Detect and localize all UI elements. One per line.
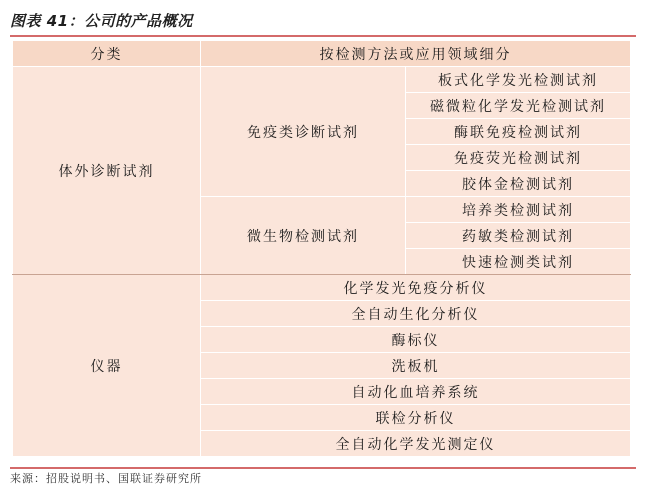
- figure-title: 图表 41：公司的产品概况: [10, 12, 193, 30]
- table-row: [13, 275, 631, 301]
- group-instruments: 仪器: [13, 275, 201, 457]
- group-reagents: 体外诊断试剂: [13, 67, 201, 275]
- table-row: [13, 67, 631, 93]
- title-rule: [10, 35, 636, 37]
- header-row: [13, 41, 631, 67]
- table-cell: 酶标仪: [201, 327, 631, 353]
- table-cell: 药敏类检测试剂: [406, 223, 631, 249]
- subgroup-micro: 微生物检测试剂: [201, 197, 406, 275]
- header-detail: 按检测方法或应用领域细分: [201, 41, 631, 67]
- source-note: 来源：招股说明书、国联证券研究所: [10, 472, 202, 485]
- bottom-rule: [10, 467, 636, 469]
- table-cell: 胶体金检测试剂: [406, 171, 631, 197]
- table-cell: 联检分析仪: [201, 405, 631, 431]
- product-table: [12, 40, 631, 457]
- table-cell: 板式化学发光检测试剂: [406, 67, 631, 93]
- table-cell: 磁微粒化学发光检测试剂: [406, 93, 631, 119]
- header-category: 分类: [13, 41, 201, 67]
- table-cell: 全自动化学发光测定仪: [201, 431, 631, 457]
- table-cell: 酶联免疫检测试剂: [406, 119, 631, 145]
- table-cell: 免疫荧光检测试剂: [406, 145, 631, 171]
- table-cell: 洗板机: [201, 353, 631, 379]
- table-cell: 快速检测类试剂: [406, 249, 631, 275]
- table-cell: 化学发光免疫分析仪: [201, 275, 631, 301]
- subgroup-immuno: 免疫类诊断试剂: [201, 67, 406, 197]
- table-cell: 自动化血培养系统: [201, 379, 631, 405]
- table-cell: 培养类检测试剂: [406, 197, 631, 223]
- table-cell: 全自动生化分析仪: [201, 301, 631, 327]
